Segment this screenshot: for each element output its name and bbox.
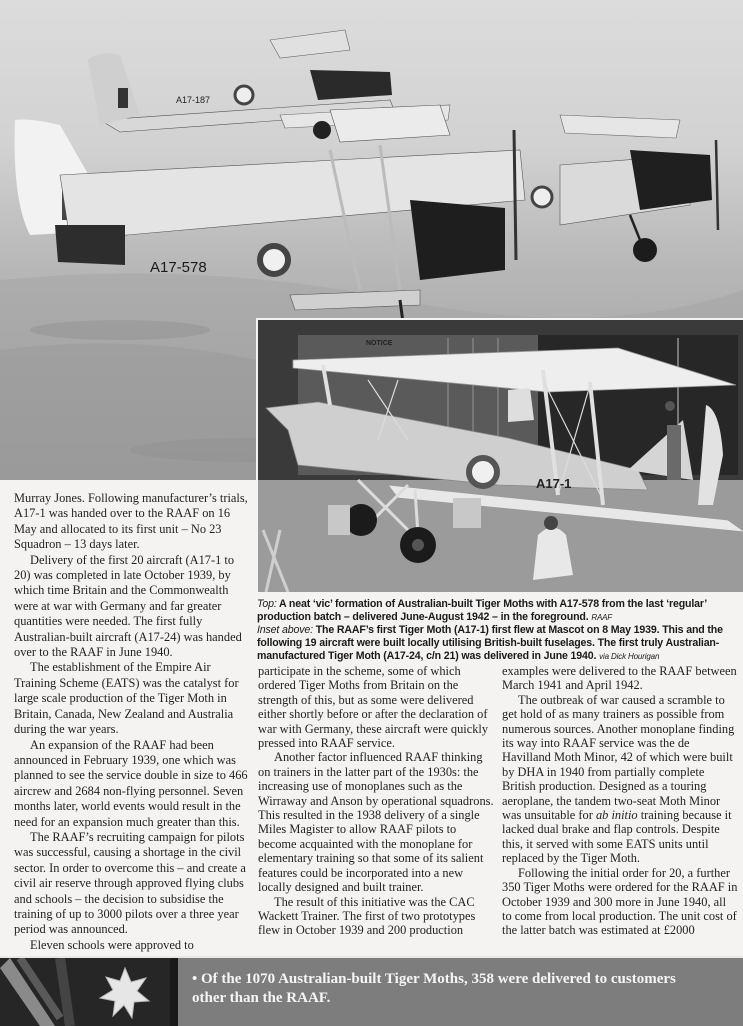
serial-a17-578: A17-578: [150, 259, 207, 276]
caption-inset-credit: via Dick Hourigan: [599, 652, 660, 661]
caption-top: [257, 598, 739, 624]
caption-inset-lead: Inset above:: [257, 624, 313, 636]
australian-flag-image: [0, 958, 178, 1026]
fact-text: [192, 970, 712, 1008]
caption-inset-text: The RAAF’s first Tiger Moth (A17-1) first flew at Mascot on 8 May 1939. This and the following 19 aircraft were built locally utilising British-built fuselages. The first truly Australian-manufactured Tiger Moth (A17-24, c/n 21) was delivered in June 1940.: [257, 624, 723, 662]
bullet-icon: •: [192, 971, 198, 987]
inset-serial: A17-1: [536, 476, 572, 491]
photo-caption: [257, 598, 739, 663]
caption-top-credit: RAAF: [591, 613, 613, 622]
commonwealth-star-icon: [0, 958, 178, 1026]
article-column-3: [502, 664, 738, 938]
fact-statement: Of the 1070 Australian-built Tiger Moths, 358 were delivered to customers other than the RAAF.: [192, 971, 676, 1006]
a17-1-hangar-illustration: [258, 320, 743, 592]
article-column-2: [258, 664, 494, 938]
paragraph: The RAAF’s recruiting campaign for pilots was successful, causing a shortage in the civil sector. In order to overcome this – and create a civil air reserve through approved flying clubs and schools – the decision to subsidise the training of up to 3000 pilots over a three year period was announced.: [14, 829, 246, 937]
aircraft-right: [532, 115, 718, 262]
serial-a17-187: A17-187: [176, 95, 211, 105]
paragraph: examples were delivered to the RAAF between March 1941 and April 1942.: [502, 664, 737, 693]
caption-top-lead: Top:: [257, 598, 277, 610]
inset-hangar-photo: [256, 318, 743, 592]
paragraph: participate in the scheme, some of which ordered Tiger Moths from Britain on the strength of this, but as some were delivered either shortly before or after the declaration of war with Germany, these aircraft were quickly pressed into RAAF service.: [258, 664, 489, 751]
caption-top-text: A neat ‘vic’ formation of Australian-built Tiger Moths with A17-578 from the last ‘regular’ production batch – delivered June-August 1942 – in the foreground.: [257, 598, 707, 623]
paragraph-text: training because it lacked dual brake and flap controls. Despite this, it served with some EATS units until replaced by the Tiger Moth.: [502, 808, 732, 866]
paragraph: [502, 693, 738, 866]
italic-term: ab initio: [595, 808, 638, 823]
paragraph: An expansion of the RAAF had been announced in February 1939, one which was planned to see the service double in size to 466 aircrew and 2684 non-flying personnel. Seven months later, world events would result in the need for an expansion much greater than this.: [14, 737, 248, 829]
fact-band: [0, 956, 743, 1026]
notice-sign: NOTICE: [366, 340, 393, 347]
paragraph: Murray Jones. Following manufacturer’s trials, A17-1 was handed over to the RAAF on 16 May and allocated to its first unit – No 23 Squadron – 13 days later.: [14, 491, 248, 552]
paragraph: Another factor influenced RAAF thinking on trainers in the latter part of the 1930s: the increasing use of monoplanes such as the Wirraway and Anson by operational squadrons. This resulted in the 1938 delivery of a single Miles Magister to allow RAAF pilots to become acquainted with the monoplane for elementary training so that some of its salient features could be incorporated into a new locally designed and built trainer.: [258, 750, 494, 895]
paragraph: Eleven schools were approved to: [30, 937, 194, 952]
paragraph: The establishment of the Empire Air Training Scheme (EATS) was the catalyst for large scale production of the Tiger Moth in Britain, Canada, New Zealand and Australia during the war years.: [14, 660, 239, 737]
paragraph: Following the initial order for 20, a further 350 Tiger Moths were ordered for the RAAF in October 1939 and 300 more in June 1940, all to come from local production. The unit cost of the latter batch was estimated at £2000: [502, 865, 738, 938]
paragraph: Delivery of the first 20 aircraft (A17-1 to 20) was completed in late October 1939, by which time Britain and the Commonwealth were at war with Germany and far greater quantities were needed. The first fully Australian-built aircraft (A17-24) was handed over to the RAAF in June 1940.: [14, 552, 242, 660]
article-column-1: [14, 491, 250, 953]
paragraph: The result of this initiative was the CAC Wackett Trainer. The first of two prototypes flew in October 1939 and 200 production: [258, 894, 476, 938]
caption-inset: [257, 624, 739, 663]
paragraph-text: The outbreak of war caused a scramble to get hold of as many trainers as possible from numerous sources. Another monoplane finding its way into RAAF service was the de Havilland Moth Minor, 42 of which were built by DHA in 1940 from partially complete British production. Designed as a touring aeroplane, the tandem two-seat Moth Minor was unsuitable for: [502, 692, 735, 823]
